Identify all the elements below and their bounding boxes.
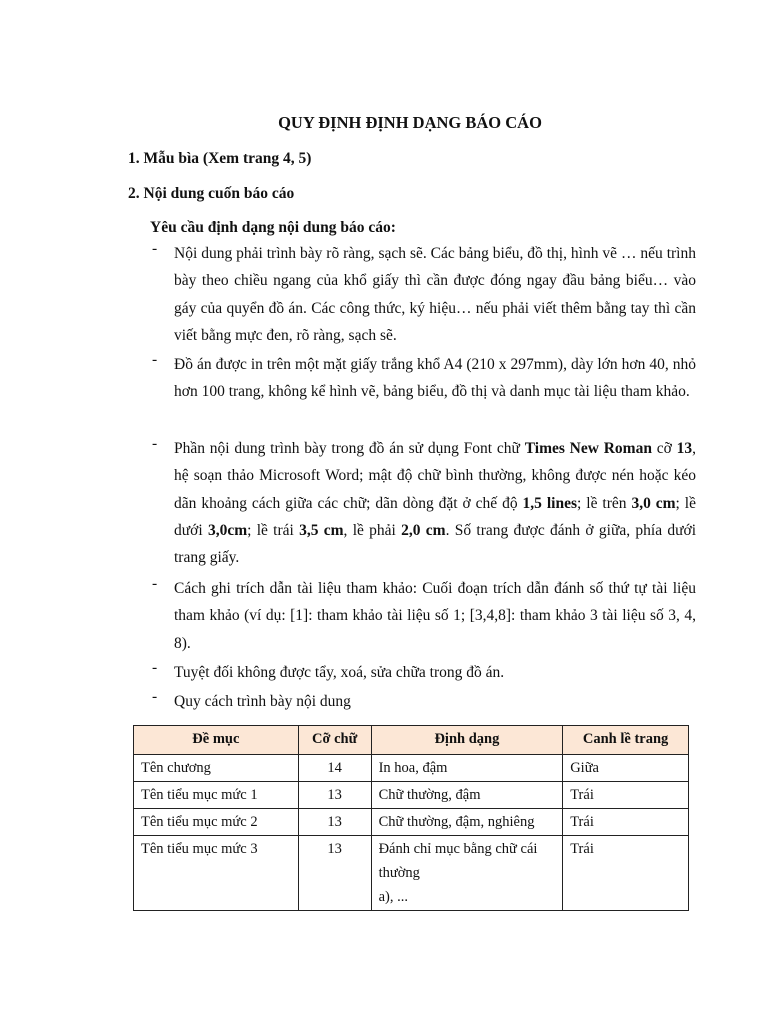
bullet-dash: -	[152, 688, 158, 705]
bullet-item	[152, 688, 696, 715]
bullet-text: Đồ án được in trên một mặt giấy trắng khổ A4 (210 x 297mm), dày lớn hơn 40, nhỏ hơn 100 trang, không kể hình vẽ, bảng biểu, đồ thị và danh mục tài liệu tham khảo.	[174, 356, 696, 401]
bullet-dash: -	[152, 575, 158, 592]
page-title: QUY ĐỊNH ĐỊNH DẠNG BÁO CÁO	[278, 113, 542, 132]
bullet-item	[152, 659, 696, 686]
font-name: Times New Roman	[524, 440, 652, 457]
table-cell: Tên tiểu mục mức 1	[134, 782, 299, 809]
table-cell: Tên chương	[134, 755, 299, 782]
bottom-margin-value: 3,0cm	[207, 521, 248, 539]
header-cell: Đề mục	[134, 726, 299, 755]
table-cell: Trái	[563, 809, 689, 836]
format-example: a), ...	[378, 889, 408, 905]
table-row	[134, 782, 689, 809]
table-cell: Chữ thường, đậm, nghiêng	[371, 809, 563, 836]
table-cell: 13	[298, 782, 371, 809]
table-cell: 13	[298, 809, 371, 836]
requirements-subheading: Yêu cầu định dạng nội dung báo cáo:	[150, 219, 396, 236]
table-cell: Trái	[563, 782, 689, 809]
table-cell: Trái	[563, 836, 689, 911]
section-1-heading: 1. Mẫu bìa (Xem trang 4, 5)	[128, 150, 312, 167]
table-cell: 13	[298, 836, 371, 911]
left-margin-value: 3,5 cm	[299, 521, 344, 539]
bullet-dash: -	[152, 351, 158, 368]
table-header-row	[134, 726, 689, 755]
format-text: Đánh chỉ mục bằng chữ cái thường	[378, 841, 538, 881]
font-size-value: 13	[676, 440, 693, 457]
table-row	[134, 755, 689, 782]
top-margin-value: 3,0 cm	[631, 494, 676, 512]
bullet-item	[152, 351, 696, 406]
table-row	[134, 836, 689, 911]
line-spacing-value: 1,5 lines	[522, 494, 578, 512]
table-cell: Giữa	[563, 755, 689, 782]
table-cell: Tên tiểu mục mức 3	[134, 836, 299, 911]
header-cell: Định dạng	[371, 726, 563, 755]
bullet-item	[152, 575, 696, 657]
bullet-text: Tuyệt đối không được tẩy, xoá, sửa chữa trong đồ án.	[174, 664, 505, 681]
bullet-dash: -	[152, 659, 158, 676]
table-cell: Tên tiểu mục mức 2	[134, 809, 299, 836]
bullet-item	[152, 240, 696, 349]
table-cell	[371, 836, 563, 911]
table-cell: 14	[298, 755, 371, 782]
table-cell: Chữ thường, đậm	[371, 782, 563, 809]
table-cell: In hoa, đậm	[371, 755, 563, 782]
bullet-text: Nội dung phải trình bày rõ ràng, sạch sẽ. Các bảng biểu, đồ thị, hình vẽ … nếu trình bày theo chiều ngang của khổ giấy thì cần được đóng ngay đầu bảng biểu… vào gáy của quyển đồ án. Các công thức, ký hiệu… nếu phải viết thêm bằng tay thì cần viết bằng mực đen, rõ ràng, sạch sẽ.	[174, 245, 696, 344]
bullet-text: Cách ghi trích dẫn tài liệu tham khảo: Cuối đoạn trích dẫn đánh số thứ tự tài liệu tham khảo (ví dụ: [1]: tham khảo tài liệu số 1; [3,4,8]: tham khảo 3 tài liệu số 3, 4, 8).	[174, 580, 696, 652]
right-margin-value: 2,0 cm	[401, 521, 446, 539]
section-2-heading: 2. Nội dung cuốn báo cáo	[128, 185, 295, 202]
table-row	[134, 809, 689, 836]
formatting-table	[133, 725, 689, 911]
bullet-dash: -	[152, 435, 158, 452]
header-cell: Canh lề trang	[563, 726, 689, 755]
bullet-dash: -	[152, 240, 158, 257]
bullet-text: Phần nội dung trình bày trong đồ án sử dụng Font chữ Times New Roman cỡ 13, hệ soạn thảo Microsoft Word; mật độ chữ bình thường, không được nén hoặc kéo dãn khoảng cách giữa các chữ; dãn dòng đặt ở chế độ 1,5 lines; lề trên 3,0 cm; lề dưới 3,0cm; lề trái 3,5 cm, lề phải 2,0 cm. Số trang được đánh ở giữa, phía dưới trang giấy.	[174, 440, 697, 567]
bullet-text: Quy cách trình bày nội dung	[174, 693, 351, 710]
bullet-item	[152, 435, 696, 571]
header-cell: Cỡ chữ	[298, 726, 371, 755]
